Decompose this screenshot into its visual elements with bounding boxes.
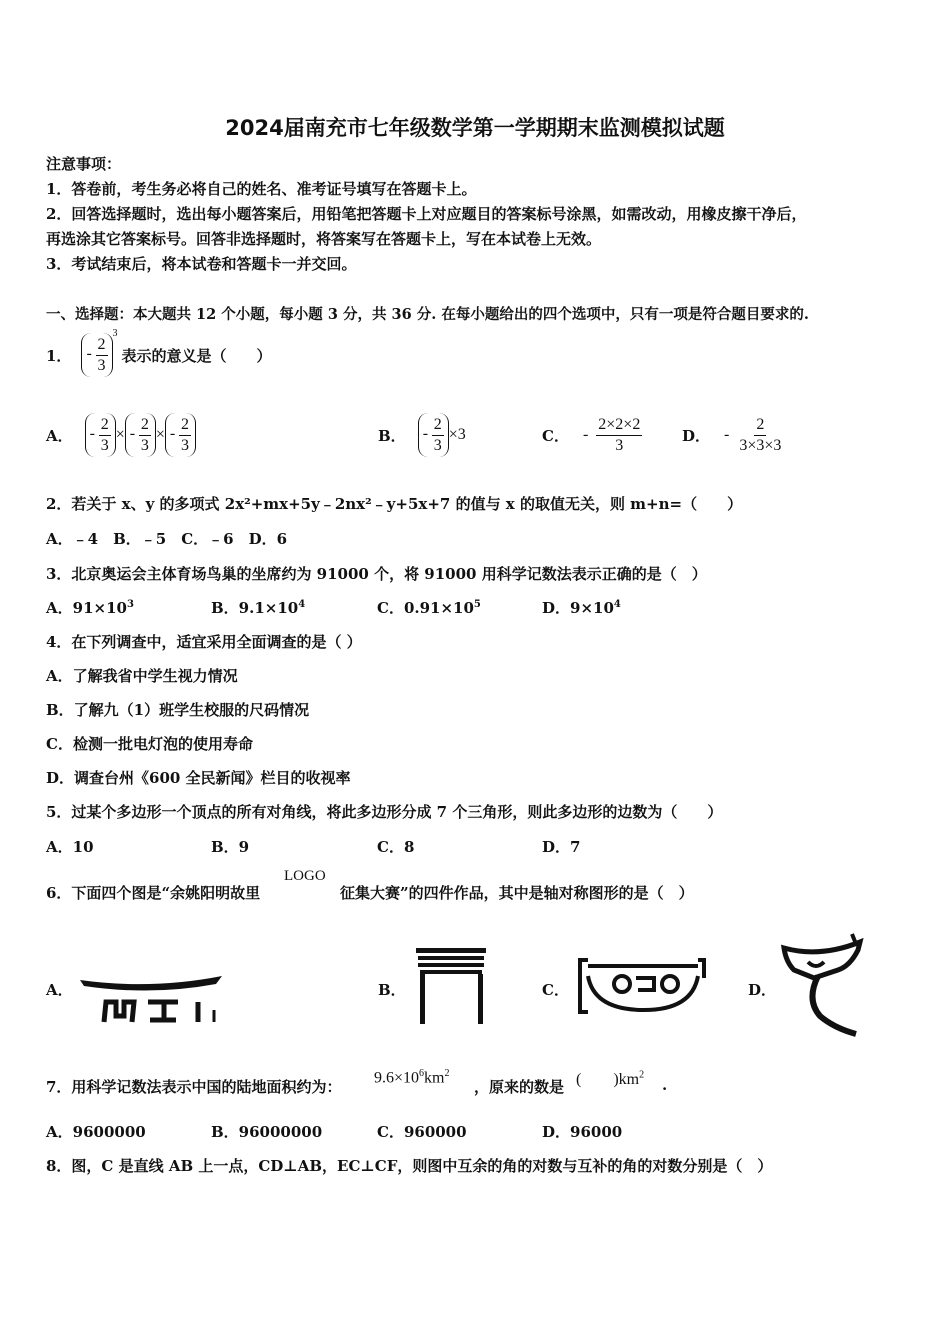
q1-fraction [96, 335, 108, 374]
q3-option-d [542, 597, 621, 618]
question-7-text: 7．用科学记数法表示中国的陆地面积约为： [46, 1078, 342, 1096]
fraction [432, 415, 444, 454]
q6-option-b-label: B． [378, 981, 406, 999]
q6-option-d-logo-icon [780, 930, 864, 1040]
q1-b-factor [418, 413, 449, 456]
q1-option-b [378, 410, 466, 460]
numerator: 2 [754, 415, 766, 435]
q7-unit-exp: 2 [444, 1068, 450, 1079]
section-1-heading: 一、选择题：本大题共 12 个小题，每小题 3 分，共 36 分. 在每小题给出的四个选项中，只有一项是符合题目要求的. [46, 306, 809, 323]
q5-option-c: C．8 [377, 838, 415, 856]
denominator: 3 [615, 436, 624, 454]
denominator: 3 [140, 436, 149, 454]
notice-item-3: 3．考试结束后，将本试卷和答题卡一并交回。 [46, 255, 357, 273]
q7-unit: km [424, 1069, 445, 1087]
q4-option-a: A．了解我省中学生视力情况 [46, 667, 238, 685]
denominator: 3 [100, 436, 109, 454]
q3-option-b [211, 597, 305, 618]
denominator: 3 [433, 436, 442, 454]
question-4: 4．在下列调查中，适宜采用全面调查的是（ ） [46, 633, 362, 651]
q6-option-b-logo-icon [412, 944, 492, 1028]
q1-option-c-label: C． [542, 426, 569, 445]
q3-option-b-text: B．9.1×10 [211, 599, 299, 617]
q3-option-c-text: C．0.91×10 [377, 599, 474, 617]
q7-answer-blank [576, 1066, 644, 1089]
q1-option-d-label: D． [682, 426, 711, 445]
q7-blank-exp: 2 [639, 1069, 645, 1081]
q1-expression [81, 333, 112, 376]
times-sign: × [155, 426, 165, 443]
q1-option-a [46, 410, 196, 460]
fraction [737, 415, 783, 454]
q1-option-c [542, 410, 642, 460]
q1-denominator: 3 [97, 356, 106, 374]
q3-option-a [46, 597, 134, 618]
notice-item-2: 2．回答选择题时，选出每小题答案后，用铅笔把答题卡上对应题目的答案标号涂黑，如需改动，用橡皮擦干净后， [46, 205, 807, 223]
denominator: 3×3×3 [739, 436, 782, 454]
q7-period: . [662, 1076, 668, 1094]
minus-sign: - [129, 425, 136, 443]
q1-option-b-label: B． [378, 426, 406, 445]
q4-option-c: C．检测一批电灯泡的使用寿命 [46, 735, 253, 753]
numerator: 2 [139, 415, 151, 435]
times-three: ×3 [448, 426, 466, 443]
minus-sign: - [169, 425, 176, 443]
times-sign: × [115, 426, 125, 443]
question-5: 5．过某个多边形一个顶点的所有对角线，将此多边形分成 7 个三角形，则此多边形的边数为（ ） [46, 803, 723, 821]
q2-options: A．﹣4 B．﹣5 C．﹣6 D．6 [46, 530, 288, 548]
q1-a-factor-3 [165, 413, 196, 456]
question-8: 8．图，C 是直线 AB 上一点，CD⊥AB，EC⊥CF，则图中互余的角的对数与互补的角的对数分别是（ ） [46, 1157, 773, 1175]
q1-text: 表示的意义是（ ） [121, 346, 272, 365]
q6-option-a-logo-icon [76, 968, 226, 1028]
q3-option-a-text: A．91×10 [46, 599, 127, 617]
minus-sign: - [724, 426, 730, 443]
q5-option-b: B．9 [211, 838, 250, 856]
q1-a-factor-1 [85, 413, 116, 456]
fraction [99, 415, 111, 454]
q5-option-a: A．10 [46, 838, 94, 856]
q1-a-factor-2 [125, 413, 156, 456]
q7-area-value [374, 1068, 449, 1087]
q3-option-a-exp: 3 [126, 599, 134, 610]
q7-option-a: A．9600000 [46, 1123, 146, 1141]
q6-option-a-label: A． [46, 981, 73, 999]
q1-number: 1． [46, 346, 72, 365]
q6-option-c-logo-icon [574, 954, 710, 1020]
minus-sign: - [89, 425, 95, 443]
q4-option-b: B．了解九（1）班学生校服的尺码情况 [46, 701, 310, 719]
minus-sign: - [422, 425, 429, 443]
notice-heading: 注意事项： [46, 155, 122, 173]
q1-option-d [682, 410, 783, 460]
question-6-part-2: 征集大赛”的四件作品，其中是轴对称图形的是（ ） [340, 884, 694, 902]
q7-value-text: 9.6×10 [374, 1069, 420, 1087]
q3-option-d-exp: 4 [613, 599, 621, 610]
q6-option-c-label: C． [542, 981, 569, 999]
fraction [179, 415, 191, 454]
q1-option-a-label: A． [46, 426, 73, 445]
minus-sign: - [582, 426, 589, 443]
fraction [139, 415, 151, 454]
q3-option-c [377, 597, 481, 618]
page-title: 2024届南充市七年级数学第一学期期末监测模拟试题 [225, 116, 725, 140]
q7-mid-text: ，原来的数是 [474, 1078, 565, 1096]
notice-item-1: 1．答卷前，考生务必将自己的姓名、准考证号填写在答题卡上。 [46, 180, 477, 198]
question-6-part-1: 6．下面四个图是“余姚阳明故里 [46, 884, 261, 902]
q5-option-d: D．7 [542, 838, 581, 856]
denominator: 3 [180, 436, 189, 454]
q6-logo-word: LOGO [284, 868, 326, 884]
q1-numerator: 2 [96, 335, 108, 355]
q1-power: 3 [112, 328, 118, 339]
q6-option-d-label: D． [748, 981, 777, 999]
question-2: 2．若关于 x、y 的多项式 2x²+mx+5y﹣2nx²﹣y+5x+7 的值与 x 的取值无关，则 m+n=（ ） [46, 495, 743, 513]
numerator: 2 [432, 415, 444, 435]
q1-minus: - [86, 345, 92, 363]
q7-option-c: C．960000 [377, 1123, 467, 1141]
q7-option-b: B．96000000 [211, 1123, 323, 1141]
question-3: 3．北京奥运会主体育场鸟巢的坐席约为 91000 个，将 91000 用科学记数法表示正确的是（ ） [46, 565, 707, 583]
fraction [596, 415, 642, 454]
notice-item-2-cont: 再选涂其它答案标号。回答非选择题时，将答案写在答题卡上，写在本试卷上无效。 [46, 230, 602, 248]
numerator: 2 [99, 415, 111, 435]
q3-option-b-exp: 4 [298, 599, 306, 610]
numerator: 2 [179, 415, 191, 435]
question-1 [46, 330, 272, 380]
q3-option-d-text: D．9×10 [542, 599, 614, 617]
q3-option-c-exp: 5 [473, 599, 481, 610]
numerator: 2×2×2 [596, 415, 642, 435]
q7-blank-text: ( )km [576, 1071, 640, 1088]
q7-option-d: D．96000 [542, 1123, 623, 1141]
q7-value-exp: 6 [419, 1068, 425, 1079]
q4-option-d: D．调查台州《600 全民新闻》栏目的收视率 [46, 769, 351, 787]
